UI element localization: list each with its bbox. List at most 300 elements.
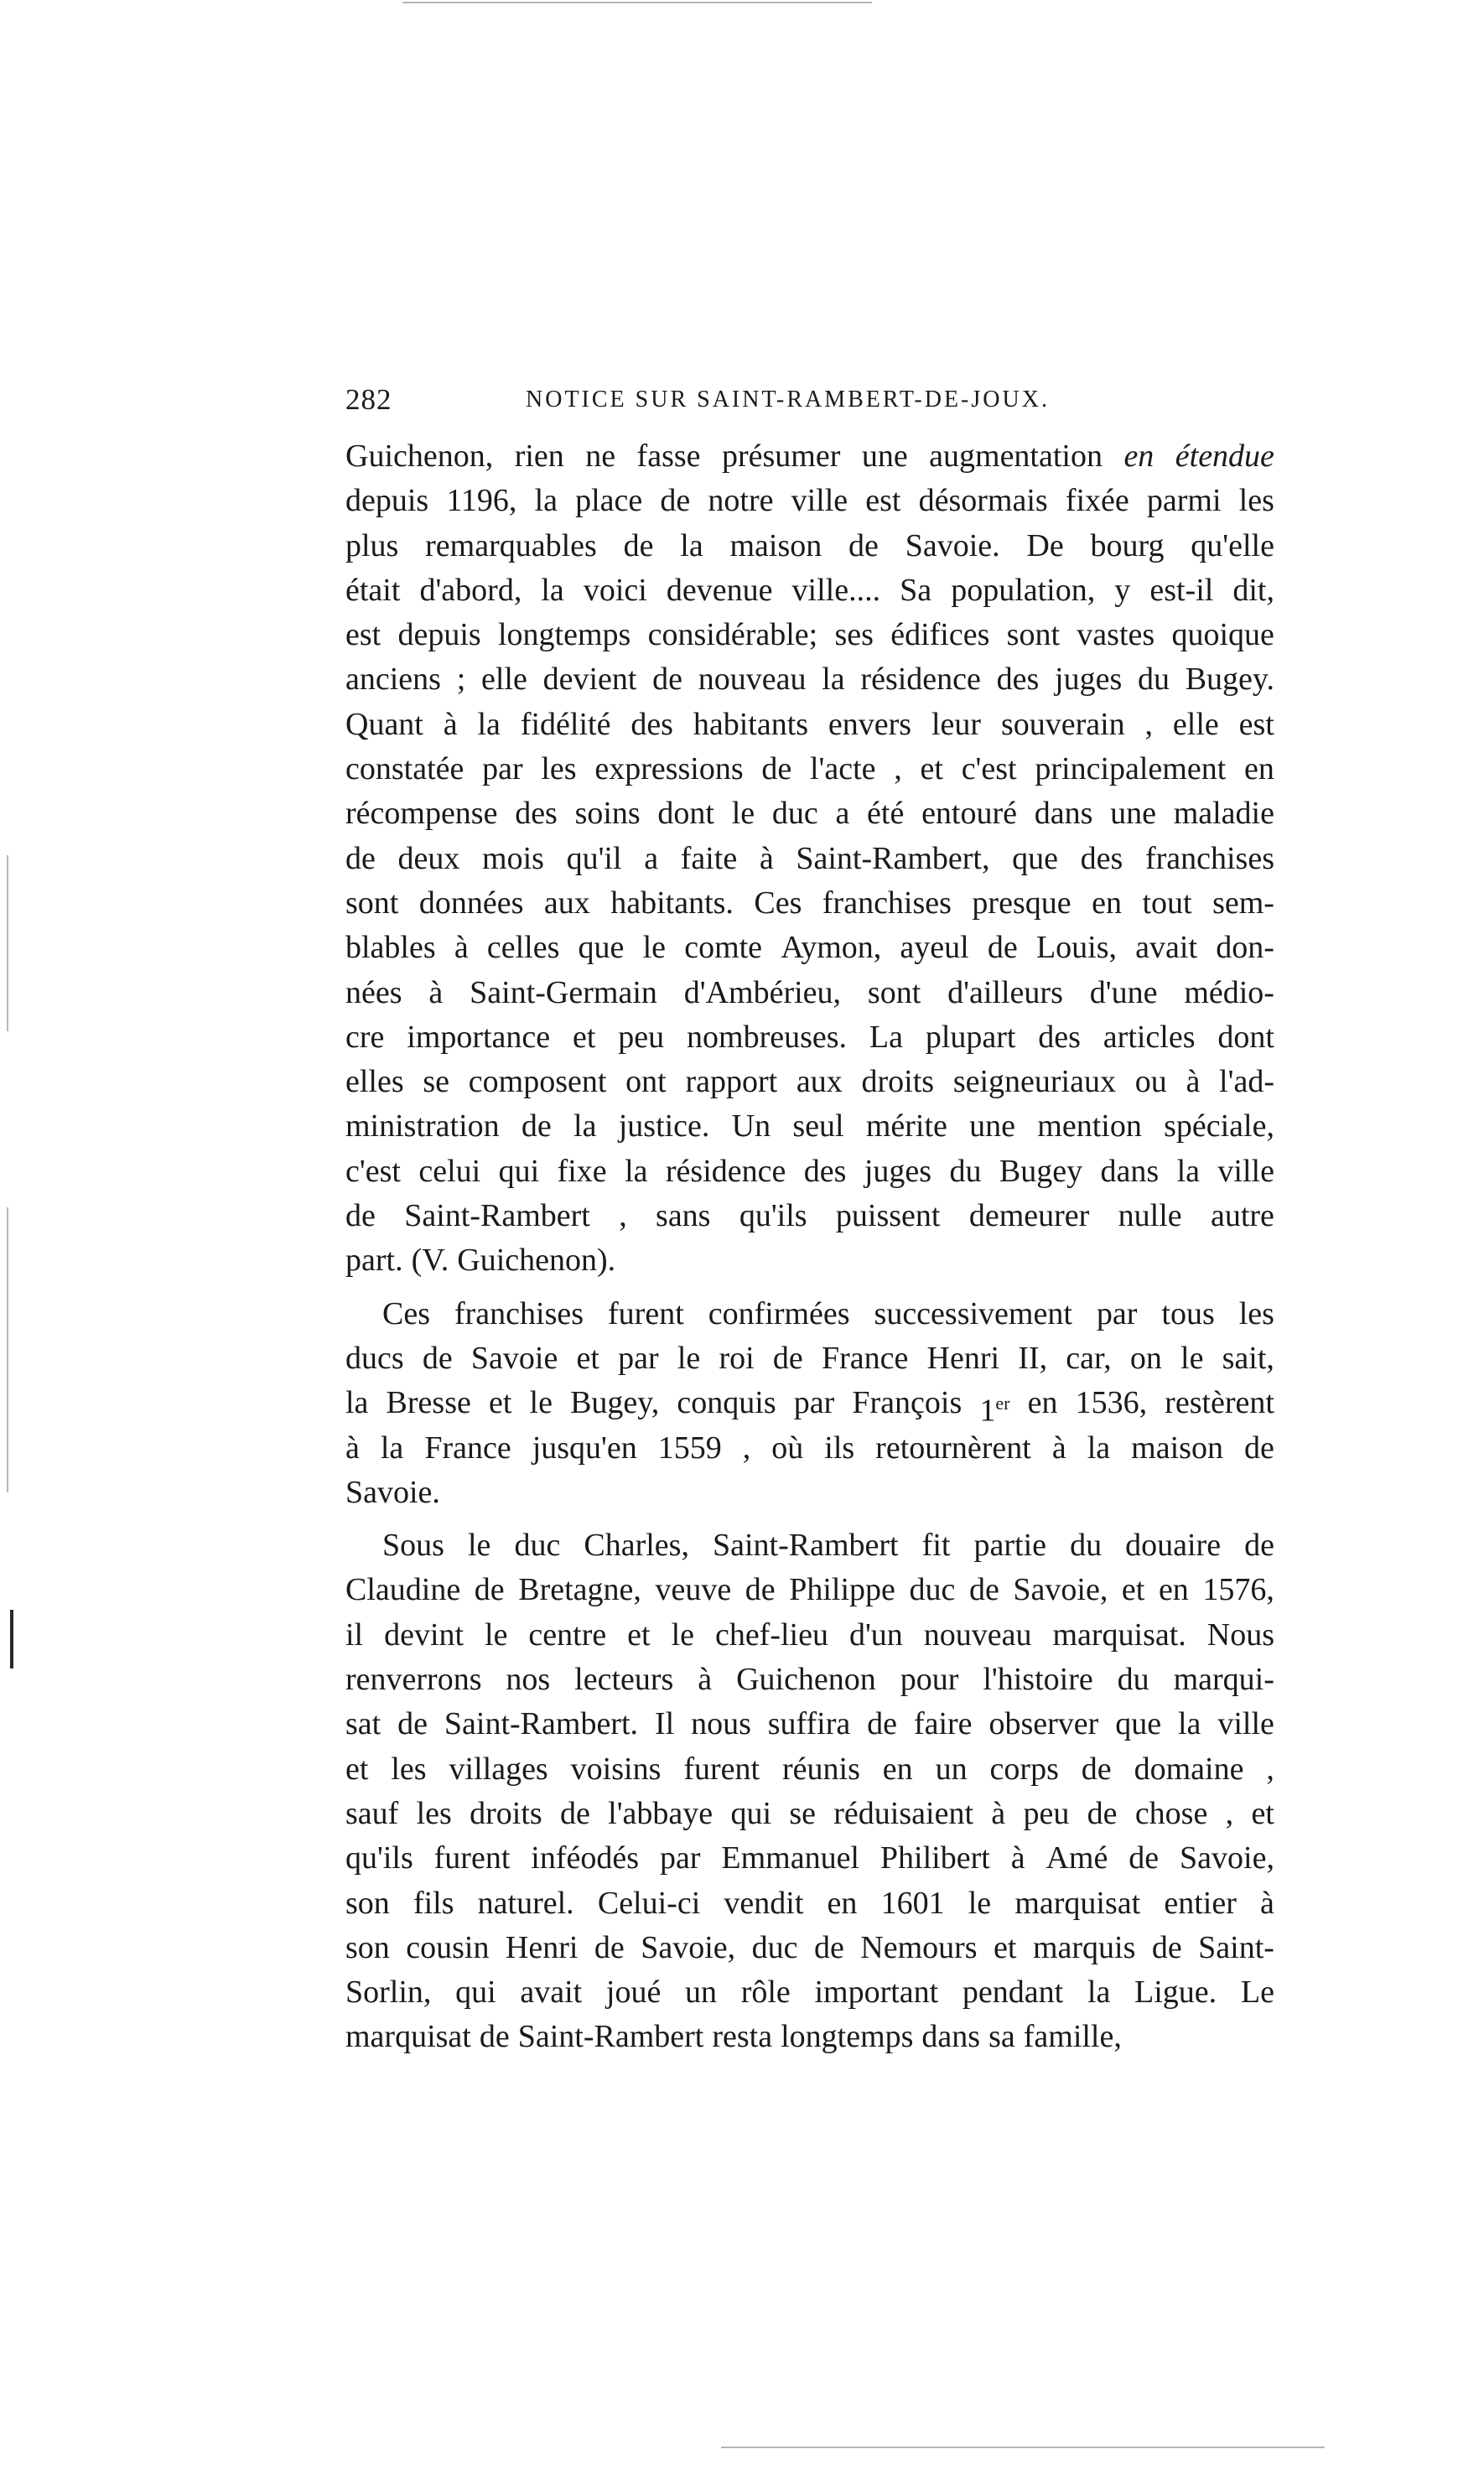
word: en — [1092, 885, 1122, 921]
word: Savoie, — [641, 1929, 736, 1965]
word: Saint- — [1198, 1929, 1274, 1965]
word: celles — [486, 930, 560, 966]
word: le — [467, 1528, 491, 1564]
word: partie — [973, 1528, 1047, 1564]
text-line — [345, 1881, 1274, 1926]
word: , — [1266, 1751, 1274, 1787]
word: seul — [792, 1108, 844, 1144]
running-head: NOTICE SUR SAINT-RAMBERT-DE-JOUX. — [526, 387, 1050, 413]
word: voici — [583, 572, 647, 608]
word: Nemours — [860, 1929, 978, 1965]
word: droits — [861, 1064, 935, 1100]
word: à — [1010, 1840, 1025, 1876]
text-line — [345, 1292, 1274, 1336]
word: chose — [1134, 1795, 1208, 1831]
word: comte — [684, 930, 763, 966]
word: celui — [418, 1153, 481, 1189]
word: se — [423, 1064, 450, 1100]
word: un — [685, 1975, 718, 2011]
word: que — [1012, 840, 1059, 876]
text-line — [345, 881, 1274, 926]
text-line — [345, 568, 1274, 613]
word: de — [479, 2019, 510, 2055]
word: a — [644, 840, 659, 876]
word: sont — [1006, 617, 1061, 653]
word: tout — [1142, 885, 1192, 921]
word: pour — [900, 1662, 959, 1698]
word: des — [515, 796, 558, 832]
word: Sorlin, — [345, 1975, 432, 2011]
word: à — [443, 706, 458, 742]
word: France — [821, 1340, 909, 1376]
scan-artifact-margin-mark — [7, 855, 8, 1031]
word: villages — [449, 1751, 548, 1787]
text-line — [345, 1471, 1274, 1515]
word: plus — [345, 527, 399, 563]
word: l'ad- — [1219, 1064, 1274, 1100]
word: un — [935, 1751, 968, 1787]
word: Aymon, — [781, 930, 882, 966]
word: successivement — [874, 1295, 1072, 1331]
text-line — [345, 2015, 1274, 2059]
word: des — [630, 706, 673, 742]
word: Saint-Rambert — [713, 1528, 899, 1564]
word: et — [920, 751, 943, 787]
word: envers — [828, 706, 912, 742]
word: ville — [1217, 1706, 1274, 1742]
text-line — [345, 657, 1274, 702]
word: rapport — [685, 1064, 778, 1100]
word: marquisat. — [1052, 1617, 1186, 1653]
word: Guichenon — [736, 1662, 876, 1698]
word: De — [1026, 527, 1064, 563]
word: lecteurs — [574, 1662, 674, 1698]
word: de — [1243, 1430, 1274, 1466]
word: leur — [931, 706, 982, 742]
word: médio- — [1184, 974, 1274, 1010]
word: ducs — [345, 1340, 404, 1376]
word: depuis — [345, 483, 429, 519]
text-line — [345, 1426, 1274, 1471]
word: ville — [791, 483, 848, 519]
word: les — [391, 1751, 427, 1787]
body-text — [345, 434, 1274, 2068]
word: maison — [729, 527, 822, 563]
word: François — [852, 1385, 963, 1421]
word: franchises — [1144, 840, 1274, 876]
word: juges — [1055, 662, 1123, 698]
text-line — [345, 1836, 1274, 1881]
word: depuis — [397, 617, 481, 653]
word: qu'ils — [345, 1840, 413, 1876]
word: duc — [514, 1528, 561, 1564]
word: en — [827, 1885, 858, 1921]
word: du — [1137, 662, 1170, 698]
paragraph — [345, 1523, 1274, 2060]
word: don- — [1216, 930, 1274, 966]
word: de — [848, 527, 879, 563]
word: de — [772, 1340, 803, 1376]
word: de — [1081, 1751, 1112, 1787]
word: mention — [1037, 1108, 1142, 1144]
word: maison — [1131, 1430, 1223, 1466]
word: dans — [921, 2019, 981, 2055]
word: entier — [1164, 1885, 1237, 1921]
word: Bresse — [386, 1385, 471, 1421]
word: expressions — [594, 751, 744, 787]
word: 1196, — [446, 483, 517, 519]
word: nouveau — [923, 1617, 1032, 1653]
word: en — [1027, 1385, 1058, 1421]
word: qu'ils — [739, 1198, 807, 1234]
word: , — [619, 1198, 627, 1234]
word: Quant — [345, 706, 423, 742]
word: vendit — [724, 1885, 804, 1921]
text-line — [345, 837, 1274, 881]
word: ; — [456, 662, 466, 698]
word: Saint-Germain — [470, 974, 657, 1010]
word: Sa — [900, 572, 932, 608]
word: mérite — [865, 1108, 947, 1144]
word: ministration — [345, 1108, 500, 1144]
word: à — [1186, 1064, 1201, 1100]
word: France — [424, 1430, 511, 1466]
word: augmentation — [929, 439, 1103, 474]
word: restèrent — [1165, 1385, 1274, 1421]
word: juges — [864, 1153, 932, 1189]
word: est-il — [1149, 572, 1214, 608]
word: 1576, — [1202, 1572, 1274, 1608]
text-line — [345, 1104, 1274, 1149]
word: Philippe — [789, 1572, 895, 1608]
word: son — [345, 1929, 390, 1965]
word: furent — [608, 1295, 684, 1331]
word: nouveau — [698, 662, 807, 698]
word: résidence — [860, 662, 981, 698]
word: la — [822, 662, 845, 698]
word: marquis — [1032, 1929, 1136, 1965]
word: place — [575, 483, 643, 519]
word: l'abbaye — [608, 1795, 713, 1831]
word: été — [867, 796, 905, 832]
word: sont — [867, 974, 921, 1010]
word: dont — [1217, 1019, 1274, 1055]
word: observer — [988, 1706, 1099, 1742]
text-line — [345, 747, 1274, 791]
word: c'est — [345, 1153, 401, 1189]
word: du — [1117, 1662, 1149, 1698]
word: de — [474, 1572, 505, 1608]
word: part. — [345, 1243, 403, 1279]
word: , — [1225, 1795, 1234, 1831]
word: de — [345, 1198, 376, 1234]
word: , — [742, 1430, 751, 1466]
word: Ces — [754, 885, 802, 921]
word: ayeul — [900, 930, 969, 966]
word: en — [1244, 751, 1274, 787]
word: de — [968, 1572, 999, 1608]
text-line — [345, 703, 1274, 747]
word: cousin — [406, 1929, 490, 1965]
text-line — [345, 971, 1274, 1015]
text-line — [345, 1568, 1274, 1612]
word: Saint-Rambert — [404, 1198, 590, 1234]
word: de — [1244, 1528, 1274, 1564]
word: dans — [1034, 796, 1093, 832]
word: important — [814, 1975, 939, 2011]
word: 1601 — [880, 1885, 945, 1921]
word: (V. — [411, 1243, 449, 1279]
word: en — [1123, 439, 1155, 474]
word: confirmées — [708, 1295, 850, 1331]
word: devint — [384, 1617, 464, 1653]
word: dans — [1100, 1153, 1160, 1189]
text-line — [345, 926, 1274, 970]
word: nos — [506, 1662, 551, 1698]
word: le — [529, 1385, 553, 1421]
word: nous — [691, 1706, 751, 1742]
word: Le — [1240, 1975, 1274, 2011]
word: les — [541, 751, 577, 787]
text-line — [345, 1613, 1274, 1658]
word: voisins — [570, 1751, 662, 1787]
word: Guichenon). — [457, 1243, 616, 1279]
word: devient — [542, 662, 637, 698]
page-header — [345, 383, 1274, 425]
word: principalement — [1035, 751, 1227, 787]
word: une — [1110, 796, 1156, 832]
word: Ligue. — [1134, 1975, 1217, 2011]
word: le — [968, 1885, 992, 1921]
word: tous — [1161, 1295, 1215, 1331]
word: et — [488, 1385, 512, 1421]
word: réduisaient — [833, 1795, 973, 1831]
word: avait — [1135, 930, 1198, 966]
word: est — [865, 483, 901, 519]
word: 1536, — [1075, 1385, 1148, 1421]
word: la — [380, 1430, 404, 1466]
word: Henri — [505, 1929, 579, 1965]
word: justice. — [618, 1108, 710, 1144]
word: de — [660, 483, 691, 519]
text-line — [345, 524, 1274, 568]
word: et — [573, 1019, 596, 1055]
word: franchises — [822, 885, 952, 921]
word: et — [627, 1617, 651, 1653]
word: présumer — [721, 439, 841, 474]
word: souverain — [1000, 706, 1125, 742]
word: à — [428, 974, 444, 1010]
word: autre — [1210, 1198, 1274, 1234]
word: une — [861, 439, 908, 474]
word: ou — [1134, 1064, 1167, 1100]
word: constatée — [345, 751, 464, 787]
word: puissent — [835, 1198, 941, 1234]
word: par — [1096, 1295, 1138, 1331]
word: de — [521, 1108, 552, 1144]
word: fidélité — [520, 706, 611, 742]
word: des — [1038, 1019, 1081, 1055]
word: longtemps — [781, 2019, 914, 2055]
word: la — [573, 1108, 597, 1144]
text-line — [345, 1015, 1274, 1060]
word: le — [642, 930, 667, 966]
word: à — [1051, 1430, 1066, 1466]
word: suffira — [767, 1706, 851, 1742]
word: dont — [657, 796, 714, 832]
word: Bretagne, — [518, 1572, 641, 1608]
word: de — [623, 527, 654, 563]
word: à — [991, 1795, 1006, 1831]
word: blables — [345, 930, 436, 966]
word: récompense — [345, 796, 498, 832]
word: des — [1080, 840, 1123, 876]
word: à — [1260, 1885, 1274, 1921]
word: Bugey. — [1185, 662, 1274, 698]
word: presque — [972, 885, 1071, 921]
word: ont — [625, 1064, 667, 1100]
word: habitants — [693, 706, 809, 742]
word: du — [1070, 1528, 1103, 1564]
word: de — [1129, 1840, 1160, 1876]
word: Saint-Rambert — [517, 2019, 704, 2055]
word: mois — [482, 840, 544, 876]
word: longtemps — [498, 617, 631, 653]
word: d'ailleurs — [947, 974, 1063, 1010]
word: peu — [618, 1019, 665, 1055]
word: habitants. — [610, 885, 734, 921]
word: Savoie. — [905, 527, 1000, 563]
word: on — [1129, 1340, 1162, 1376]
text-line — [345, 1658, 1274, 1702]
word: Sous — [382, 1528, 444, 1564]
word: ville — [1217, 1153, 1274, 1189]
word: Nous — [1206, 1617, 1274, 1653]
word: avait — [520, 1975, 583, 2011]
word: par — [482, 751, 523, 787]
word: domaine — [1134, 1751, 1244, 1787]
word: duc — [751, 1929, 798, 1965]
scan-artifact-margin-mark — [10, 1610, 13, 1668]
word: rôle — [740, 1975, 791, 2011]
word: ne — [585, 439, 616, 474]
word: inféodés — [531, 1840, 640, 1876]
word: Philibert — [880, 1840, 990, 1876]
word: de — [559, 1795, 590, 1831]
scan-artifact-top-line — [402, 2, 872, 3]
word: chef-lieu — [714, 1617, 828, 1653]
word: vastes — [1077, 617, 1155, 653]
word: est — [1238, 706, 1274, 742]
word: II, — [1018, 1340, 1048, 1376]
word: aux — [543, 885, 590, 921]
word: renverrons — [345, 1662, 482, 1698]
word: de — [652, 662, 683, 698]
text-line — [345, 1792, 1274, 1836]
word: parmi — [1146, 483, 1222, 519]
word: à — [698, 1662, 713, 1698]
word: édifices — [890, 617, 990, 653]
paragraph — [345, 434, 1274, 1284]
word: d'une — [1089, 974, 1158, 1010]
word: Savoie, — [1013, 1572, 1108, 1608]
word: Bugey — [999, 1153, 1083, 1189]
word: douaire — [1125, 1528, 1222, 1564]
word: fixe — [557, 1153, 607, 1189]
word: de — [345, 840, 376, 876]
word: de — [397, 1706, 428, 1742]
word: nombreuses. — [687, 1019, 848, 1055]
word: de — [1087, 1795, 1118, 1831]
word: de — [594, 1929, 625, 1965]
paragraph — [345, 1292, 1274, 1515]
word: franchises — [454, 1295, 584, 1331]
word: Amé — [1046, 1840, 1108, 1876]
word: qui — [498, 1153, 540, 1189]
word: réunis — [781, 1751, 860, 1787]
word: et — [576, 1340, 599, 1376]
word: famille, — [1023, 2019, 1122, 2055]
word: des — [996, 662, 1040, 698]
word: entouré — [921, 796, 1018, 832]
word: Bugey, — [570, 1385, 660, 1421]
word: naturel. — [477, 1885, 574, 1921]
word: car, — [1066, 1340, 1112, 1376]
word: à — [454, 930, 469, 966]
word: sauf — [345, 1795, 399, 1831]
word: quoique — [1171, 617, 1274, 653]
word: marquisat — [1014, 1885, 1141, 1921]
word: peu — [1023, 1795, 1070, 1831]
word: 1559 — [657, 1430, 722, 1466]
word: pendant — [962, 1975, 1064, 2011]
text-line — [345, 1336, 1274, 1381]
word: corps — [989, 1751, 1059, 1787]
word: ville.... — [791, 572, 881, 608]
word: , — [1144, 706, 1154, 742]
word: du — [949, 1153, 982, 1189]
word: anciens — [345, 662, 441, 698]
word: Henri — [926, 1340, 1000, 1376]
word: se — [789, 1795, 816, 1831]
word: la — [477, 706, 501, 742]
text-line — [345, 1926, 1274, 1970]
word: Saint-Rambert, — [796, 840, 990, 876]
word: et — [1121, 1572, 1145, 1608]
word: veuve — [655, 1572, 732, 1608]
word: furent — [683, 1751, 760, 1787]
word: joué — [605, 1975, 662, 2011]
word: était — [345, 572, 401, 608]
word: son — [345, 1885, 390, 1921]
word: sait, — [1222, 1340, 1274, 1376]
word: plupart — [925, 1019, 1016, 1055]
word: , — [894, 751, 902, 787]
word: Charles, — [584, 1528, 689, 1564]
word: Louis, — [1035, 930, 1117, 966]
word: le — [731, 796, 755, 832]
word: Celui-ci — [597, 1885, 701, 1921]
word: rien — [514, 439, 564, 474]
word: nées — [345, 974, 402, 1010]
text-line — [345, 434, 1274, 479]
word: que — [578, 930, 625, 966]
word: marquisat — [345, 2019, 471, 2055]
word: nulle — [1118, 1198, 1182, 1234]
word: ils — [824, 1430, 855, 1466]
word: ses — [834, 617, 874, 653]
word: population, — [951, 572, 1096, 608]
